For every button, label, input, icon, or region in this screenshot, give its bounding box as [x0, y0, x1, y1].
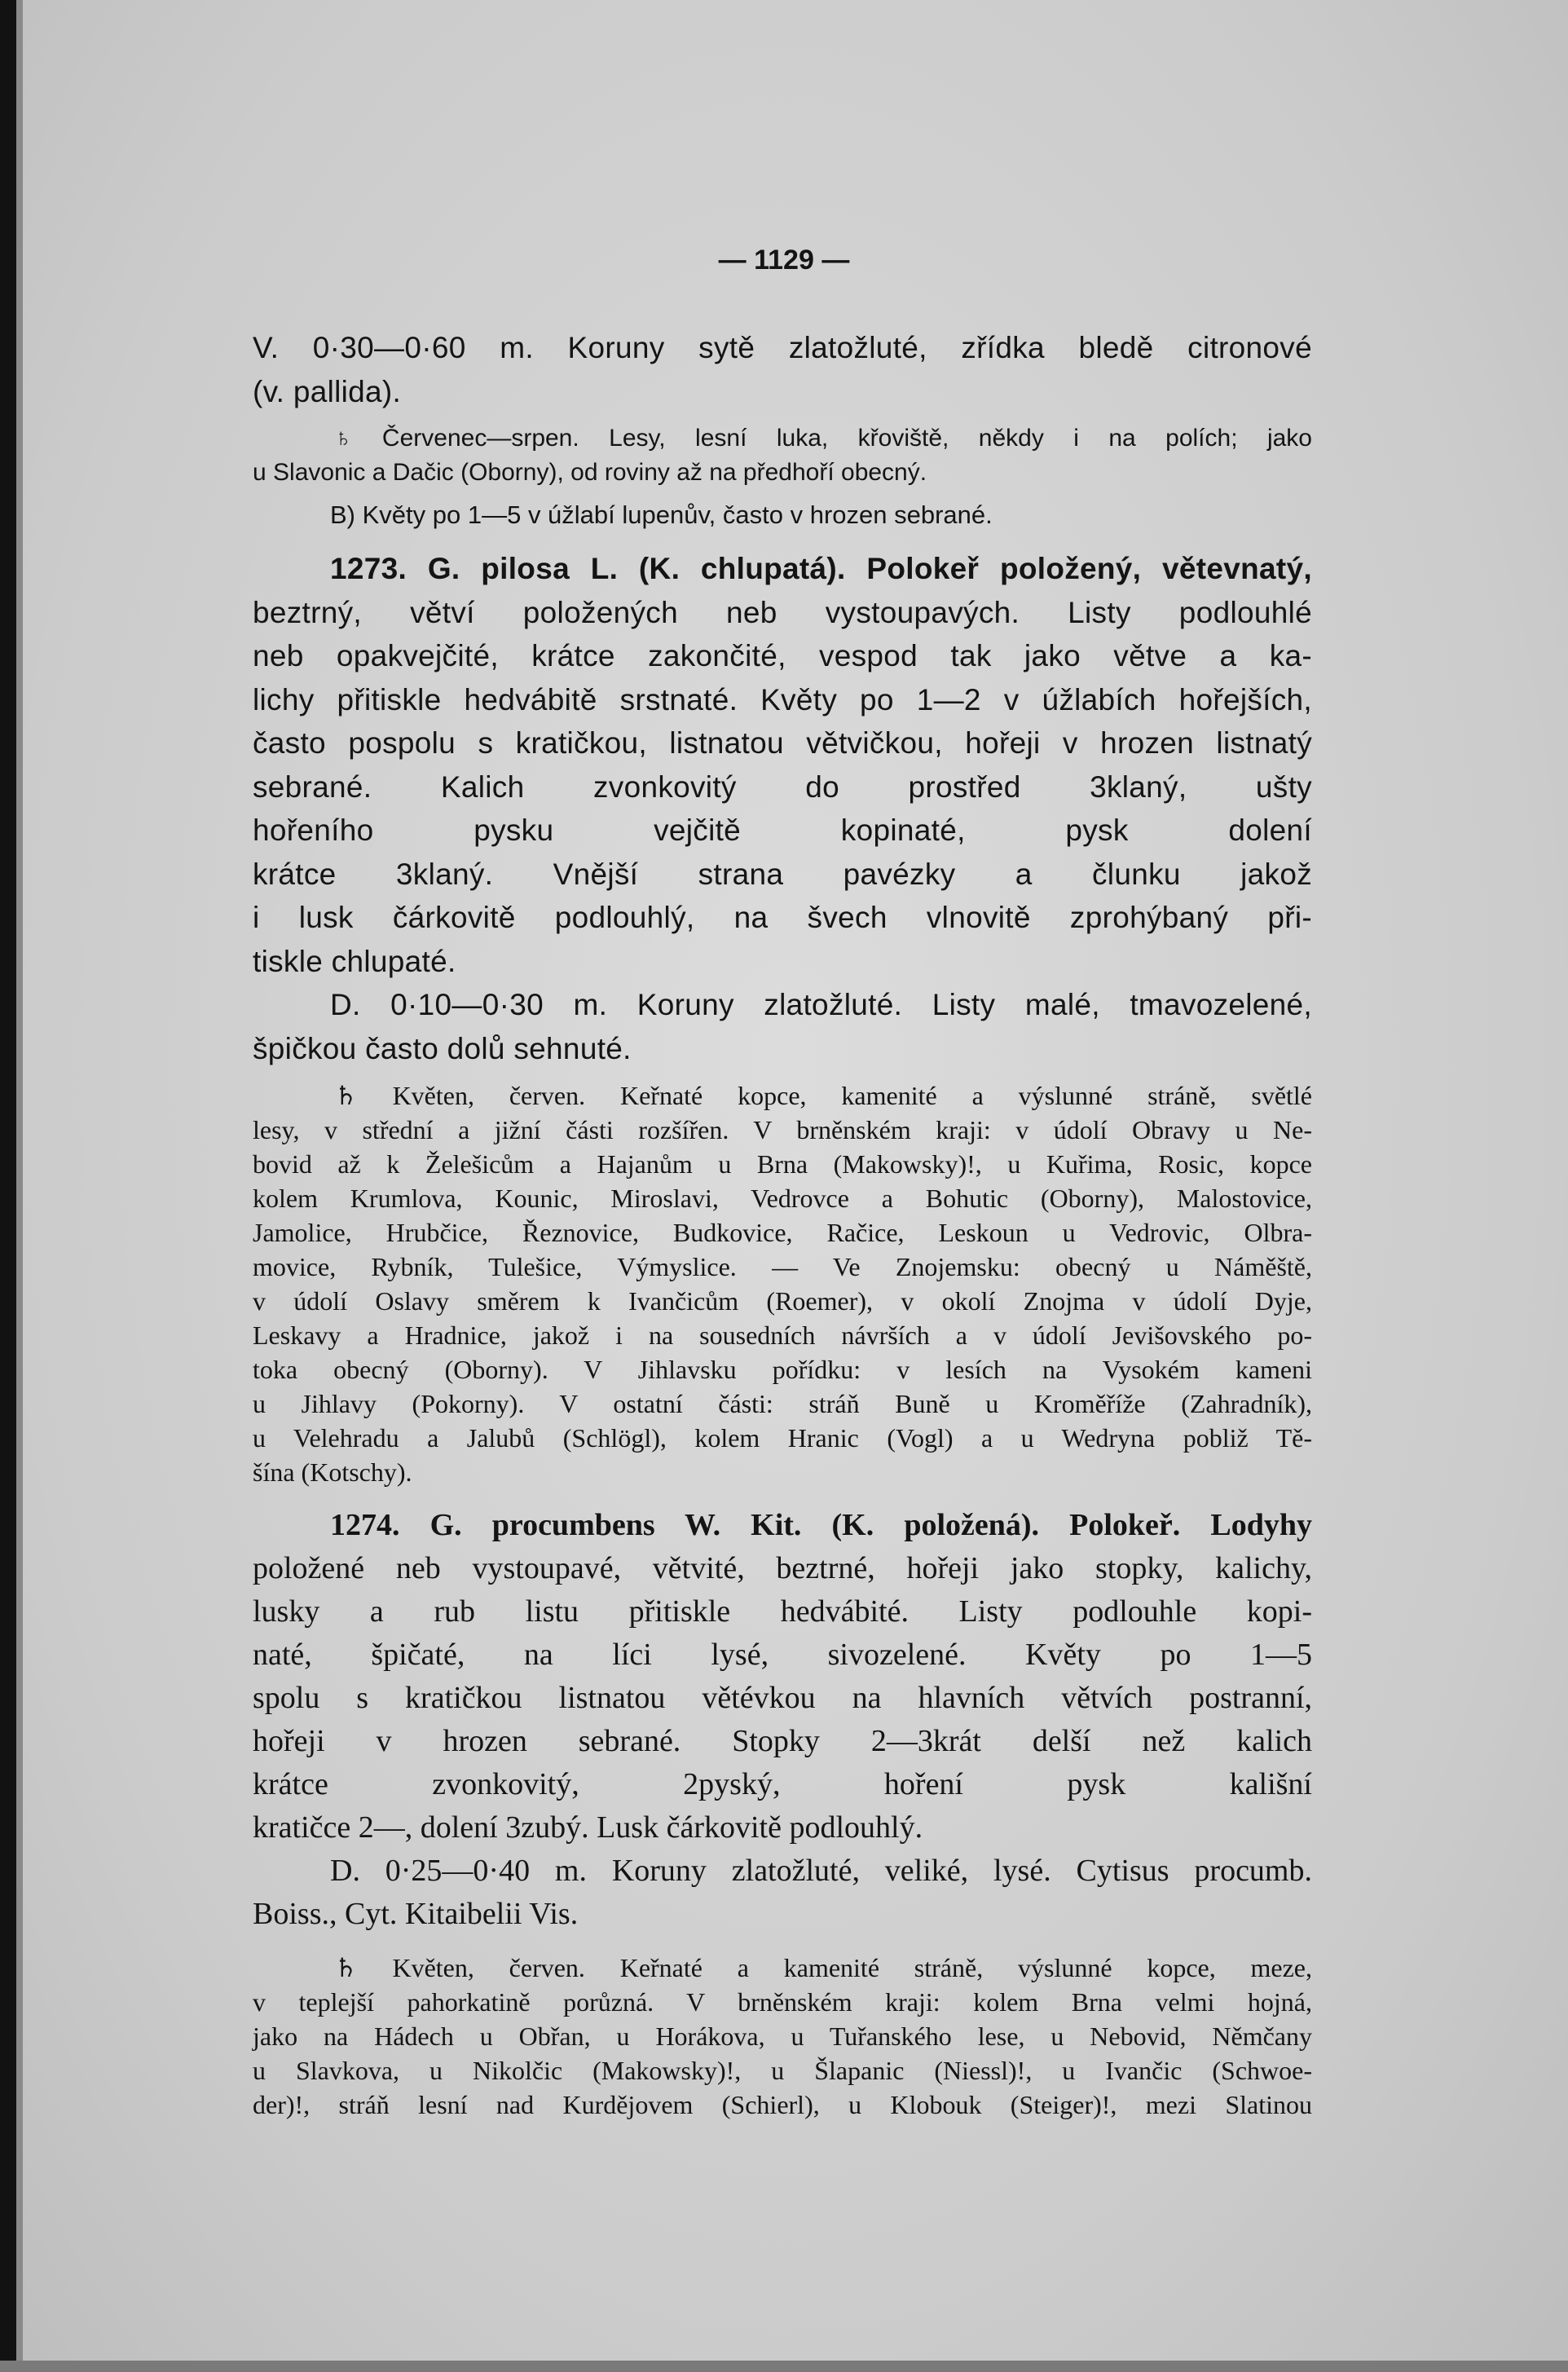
text-line: bovid až k Želešicům a Hajanům u Brna (Makowsky)!, u Kuřima, Rosic, kopce — [253, 1149, 1312, 1179]
text-line: D. 0·10—0·30 m. Koruny zlatožluté. Listy malé, tmavozelené, — [330, 988, 1312, 1021]
section-heading-b — [253, 498, 1312, 532]
species-entry-1273 — [253, 547, 1312, 983]
text-line: šína (Kotschy). — [253, 1457, 412, 1487]
text-line: špičkou často dolů sehnuté. — [253, 1031, 632, 1065]
text-line: ♄ Květen, červen. Keřnaté a kamenité stráně, výslunné kopce, meze, — [334, 1953, 1312, 1982]
text-line: hořeji v hrozen sebrané. Stopky 2—3krát delší než kalich — [253, 1724, 1312, 1758]
page-bottom-edge — [0, 2361, 1568, 2372]
text-line: často pospolu s kratičkou, listnatou větvičkou, hořeji v hrozen listnatý — [253, 726, 1312, 760]
text-line: neb opakvejčité, krátce zakončité, vespod tak jako větve a ka- — [253, 639, 1312, 672]
text-line: krátce 3klaný. Vnější strana pavézky a člunku jakož — [253, 857, 1312, 891]
text-line: krátce zvonkovitý, 2pyský, hoření pysk kališní — [253, 1767, 1312, 1801]
text-line: i lusk čárkovitě podlouhlý, na švech vlnovitě zprohýbaný při- — [253, 901, 1312, 934]
species-distribution-1273 — [253, 1078, 1312, 1489]
text-line: sebrané. Kalich zvonkovitý do prostřed 3klaný, ušty — [253, 769, 1312, 804]
text-line: V. 0·30—0·60 m. Koruny sytě zlatožluté, zřídka bledě citronové — [253, 331, 1312, 364]
text-line: beztrný, větví položených neb vystoupavých. Listy podlouhlé — [253, 595, 1312, 629]
text-line: jako na Hádech u Obřan, u Horákova, u Tuřanského lese, u Nebovid, Němčany — [253, 2021, 1312, 2051]
text-line: u Slavkova, u Nikolčic (Makowsky)!, u Šlapanic (Niessl)!, u Ivančic (Schwoe- — [253, 2056, 1312, 2085]
species-entry-1274 — [253, 1504, 1312, 1850]
text-line: movice, Rybník, Tulešice, Výmyslice. — Ve Znojemsku: obecný u Náměště, — [253, 1252, 1312, 1281]
text-line: Leskavy a Hradnice, jakož i na sousedních návrších a v údolí Jevišovského po- — [253, 1320, 1312, 1350]
page-number: — 1129 — — [718, 245, 850, 276]
species-dimensions-1274 — [253, 1850, 1312, 1936]
text-line: (v. pallida). — [253, 374, 402, 408]
text-line: ♄ Květen, červen. Keřnaté kopce, kamenité a výslunné stráně, světlé — [334, 1081, 1312, 1110]
page-edge-gutter — [16, 0, 23, 2372]
text-line: kolem Krumlova, Kounic, Miroslavi, Vedrovce a Bohutic (Oborny), Malostovice, — [253, 1184, 1312, 1213]
text-line: lichy přitiskle hedvábitě srstnaté. Květy po 1—2 v úžlabích hořejších, — [253, 682, 1312, 716]
text-line: toka obecný (Oborny). V Jihlavsku pořídku: v lesích na Vysokém kameni — [253, 1355, 1312, 1384]
text-body — [253, 326, 1312, 2122]
text-line: u Slavonic a Dačic (Oborny), od roviny až na předhoří obecný. — [253, 459, 927, 486]
text-line: der)!, stráň lesní nad Kurdějovem (Schierl), u Klobouk (Steiger)!, mezi Slatinou — [253, 2090, 1312, 2119]
text-line: kratičce 2—, dolení 3zubý. Lusk čárkovitě podlouhlý. — [253, 1810, 923, 1845]
text-line: v teplejší pahorkatině porůzná. V brněnském kraji: kolem Brna velmi hojná, — [253, 1987, 1312, 2017]
paragraph-flowering-intro — [253, 421, 1312, 490]
text-line: u Velehradu a Jalubů (Schlögl), kolem Hranic (Vogl) a u Wedryna pobliž Tě- — [253, 1423, 1312, 1453]
text-line: B) Květy po 1—5 v úžlabí lupenův, často v hrozen sebrané. — [330, 500, 993, 529]
species-dimensions-1273 — [253, 983, 1312, 1070]
text-line: lesy, v střední a jižní části rozšířen. V brněnském kraji: v údolí Obravy u Ne- — [253, 1115, 1312, 1144]
text-line: spolu s kratičkou listnatou větévkou na hlavních větvích postranní, — [253, 1681, 1312, 1715]
text-line: naté, špičaté, na líci lysé, sivozelené. Květy po 1—5 — [253, 1638, 1312, 1672]
text-line: hořeního pysku vejčitě kopinaté, pysk dolení — [253, 813, 1312, 847]
text-line: u Jihlavy (Pokorny). V ostatní části: stráň Buně u Kroměříže (Zahradník), — [253, 1389, 1312, 1418]
text-line: ♄ Červenec—srpen. Lesy, lesní luka, křoviště, někdy i na polích; jako — [334, 425, 1312, 452]
page-edge-shadow — [0, 0, 16, 2372]
text-line: položené neb vystoupavé, větvité, beztrné, hořeji jako stopky, kalichy, — [253, 1551, 1312, 1585]
text-line: lusky a rub listu přitiskle hedvábité. Listy podlouhle kopi- — [253, 1594, 1312, 1629]
text-line: Boiss., Cyt. Kitaibelii Vis. — [253, 1897, 579, 1931]
text-line: Jamolice, Hrubčice, Řeznovice, Budkovice, Račice, Leskoun u Vedrovic, Olbra- — [253, 1218, 1312, 1247]
text-line: tiskle chlupaté. — [253, 944, 456, 978]
paragraph-dimensions-intro — [253, 326, 1312, 413]
species-distribution-1274 — [253, 1951, 1312, 2122]
text-line: D. 0·25—0·40 m. Koruny zlatožluté, veliké, lysé. Cytisus procumb. — [330, 1854, 1312, 1888]
species-heading-line: 1274. G. procumbens W. Kit. (K. položená). Polokeř. Lodyhy — [330, 1508, 1312, 1542]
species-heading-line: 1273. G. pilosa L. (K. chlupatá). Polokeř položený, větevnatý, — [330, 552, 1312, 585]
text-line: v údolí Oslavy směrem k Ivančicům (Roemer), v okolí Znojma v údolí Dyje, — [253, 1286, 1312, 1316]
